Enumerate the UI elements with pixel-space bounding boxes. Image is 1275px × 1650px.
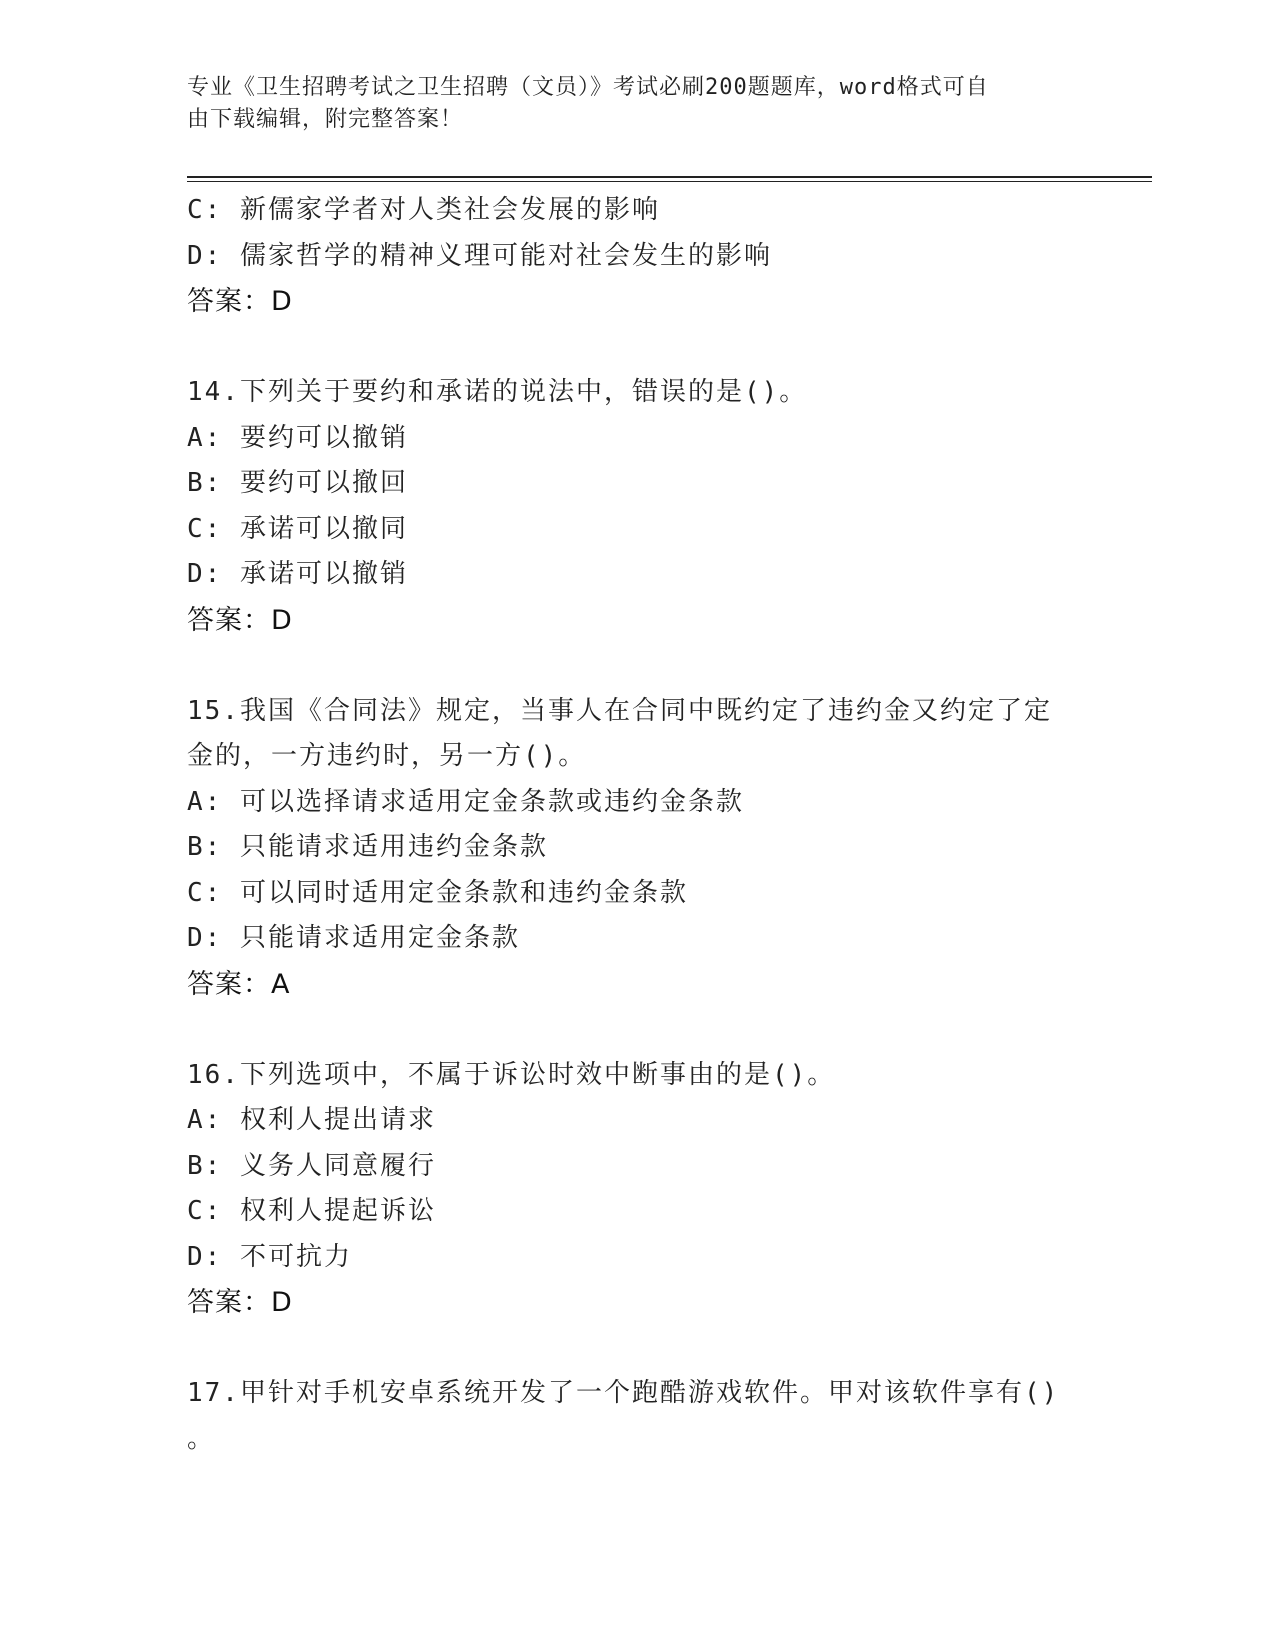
q13-option-d: D: 儒家哲学的精神义理可能对社会发生的影响 xyxy=(187,240,772,271)
spacer xyxy=(187,325,1087,371)
q15-answer: 答案：A xyxy=(187,968,291,1000)
q13-option-c: C: 新儒家学者对人类社会发展的影响 xyxy=(187,195,660,225)
q14-option-a: A: 要约可以撤销 xyxy=(187,422,408,453)
spacer xyxy=(187,1326,1087,1372)
spacer xyxy=(187,1007,1087,1053)
q14-option-d: D: 承诺可以撤销 xyxy=(187,559,408,589)
q15-option-c: C: 可以同时适用定金条款和违约金条款 xyxy=(187,877,688,908)
header-line-2: 由下载编辑，附完整答案！ xyxy=(187,107,464,132)
question-15-block xyxy=(187,689,1087,1008)
q16-answer: 答案：D xyxy=(187,1287,293,1318)
q16-question: 16.下列选项中，不属于诉讼时效中断事由的是()。 xyxy=(187,1059,836,1090)
q15-question-line-1: 15.我国《合同法》规定，当事人在合同中既约定了违约金又约定了定 xyxy=(187,695,1052,726)
q17-question-line-2: 。 xyxy=(187,1423,216,1454)
question-14-block xyxy=(187,370,1087,643)
question-17-block xyxy=(187,1371,1087,1462)
question-content xyxy=(187,188,1087,1462)
q15-question-line-2: 金的，一方违约时，另一方()。 xyxy=(187,741,587,771)
q14-question: 14.下列关于要约和承诺的说法中，错误的是()。 xyxy=(187,377,808,407)
q16-option-c: C: 权利人提起诉讼 xyxy=(187,1196,436,1226)
q14-option-b: B: 要约可以撤回 xyxy=(187,468,408,498)
q13-answer: 答案：D xyxy=(187,286,293,317)
q17-question-line-1: 17.甲针对手机安卓系统开发了一个跑酷游戏软件。甲对该软件享有() xyxy=(187,1378,1060,1408)
header-rule-thin xyxy=(187,181,1152,182)
question-13-block xyxy=(187,188,1087,325)
q15-option-a: A: 可以选择请求适用定金条款或违约金条款 xyxy=(187,786,744,817)
header-line-1: 专业《卫生招聘考试之卫生招聘（文员）》考试必刷200题题库，word格式可自 xyxy=(187,75,989,100)
q16-option-d: D: 不可抗力 xyxy=(187,1241,352,1272)
q16-option-b: B: 义务人同意履行 xyxy=(187,1150,436,1181)
header-rule-thick xyxy=(187,176,1152,178)
q16-option-a: A: 权利人提出请求 xyxy=(187,1105,436,1135)
q15-option-d: D: 只能请求适用定金条款 xyxy=(187,923,520,953)
q15-option-b: B: 只能请求适用违约金条款 xyxy=(187,832,548,862)
q14-option-c: C: 承诺可以撤同 xyxy=(187,513,408,544)
page-header xyxy=(187,72,1067,136)
q14-answer: 答案：D xyxy=(187,604,293,636)
spacer xyxy=(187,643,1087,689)
question-16-block xyxy=(187,1053,1087,1326)
